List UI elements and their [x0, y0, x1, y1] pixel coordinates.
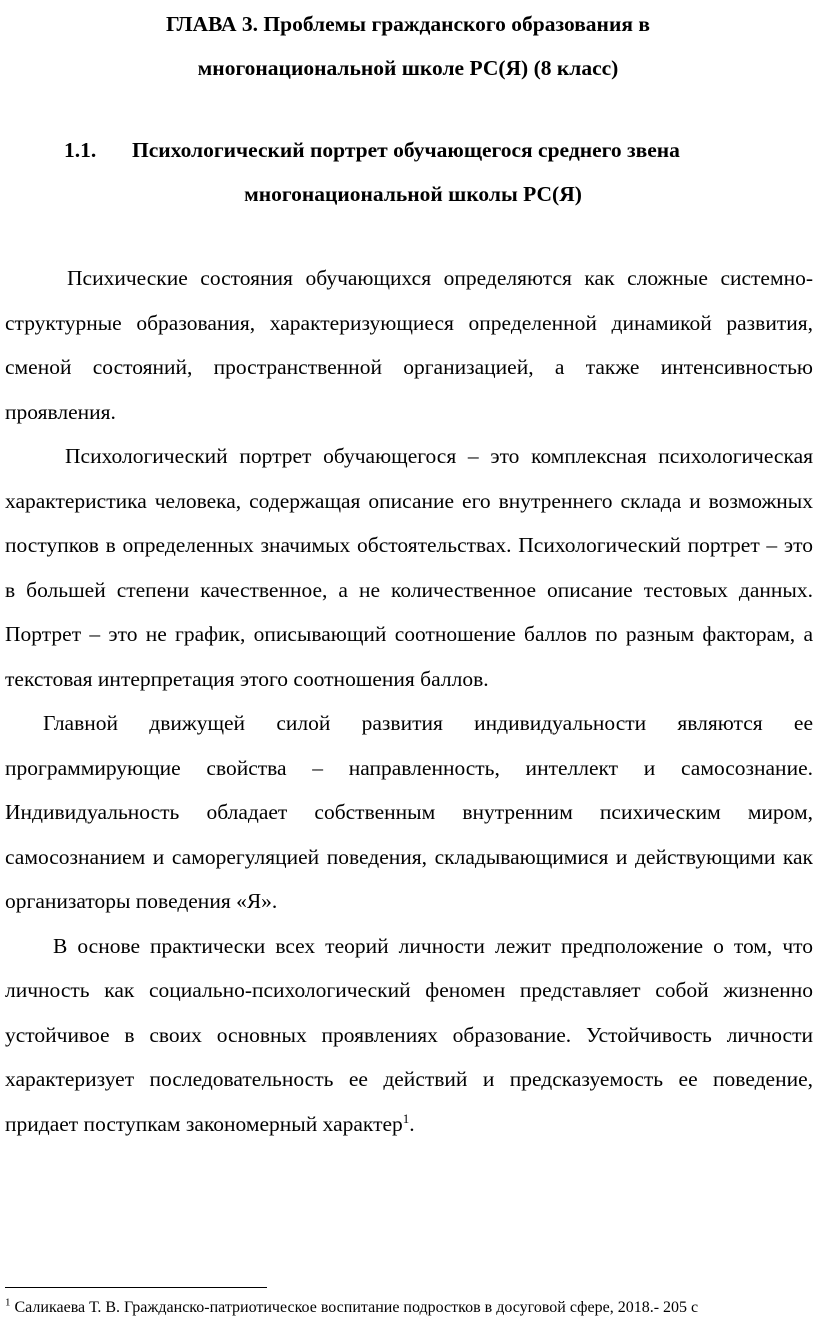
- section-heading: [0, 128, 816, 216]
- section-title-line1: Психологический портрет обучающегося среднего звена: [132, 138, 680, 162]
- paragraph-4-end: .: [409, 1111, 415, 1136]
- paragraph-1: Психические состояния обучающихся определяются как сложные системно-структурные образования, характеризующиеся определенной динамикой развития, сменой состояний, пространственной организацией, а также интенсивностью проявления.: [5, 266, 813, 424]
- footnote-separator: [5, 1287, 267, 1288]
- body-text: [5, 256, 813, 1146]
- chapter-title-line2: многонациональной школе РС(Я) (8 класс): [197, 56, 619, 80]
- paragraph-4: [5, 924, 813, 1147]
- section-number: 1.1.: [64, 138, 97, 162]
- paragraph-2: Психологический портрет обучающегося – это комплексная психологическая характеристика человека, содержащая описание его внутреннего склада и возможных поступков в определенных значимых обстоятельствах. Психологический портрет – это в большей степени качественное, а не количественное описание тестовых данных. Портрет – это не график, описывающий соотношение баллов по разным факторам, а текстовая интерпретация этого соотношения баллов.: [5, 444, 813, 691]
- chapter-title-line1: ГЛАВА 3. Проблемы гражданского образования в: [166, 12, 650, 36]
- footnote-marker: 1: [5, 1296, 11, 1309]
- section-heading-line1: [0, 128, 816, 172]
- paragraph-3: Главной движущей силой развития индивидуальности являются ее программирующие свойства – направленность, интеллект и самосознание. Индивидуальность обладает собственным внутренним психическим миром, самосознанием и саморегуляцией поведения, складывающимися и действующими как организаторы поведения «Я».: [5, 711, 813, 913]
- footnote: [5, 1297, 815, 1319]
- footnote-reference[interactable]: 1: [402, 1110, 410, 1126]
- paragraph-4-text: В основе практически всех теорий личности лежит предположение о том, что личность как социально-психологический феномен представляет собой жизненно устойчивое в своих основных проявлениях образование. Устойчивость личности характеризует последовательность ее действий и предсказуемость ее поведение, придает поступкам закономерный характер: [5, 933, 813, 1136]
- footnote-text: Саликаева Т. В. Гражданско-патриотическое воспитание подростков в досуговой сфере, 2018.- 205 с: [10, 1299, 699, 1316]
- chapter-title: [0, 2, 816, 90]
- section-title-line2: многонациональной школы РС(Я): [244, 182, 582, 206]
